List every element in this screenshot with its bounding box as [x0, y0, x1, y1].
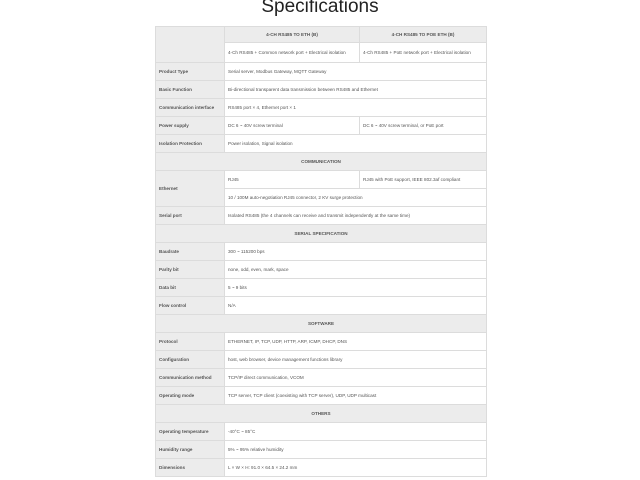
row-label: Communication interface — [156, 99, 225, 117]
table-row — [156, 135, 487, 153]
section-row — [156, 405, 487, 423]
header-blank-cell — [156, 27, 225, 63]
section-title-software: SOFTWARE — [156, 315, 487, 333]
table-row — [156, 99, 487, 117]
table-header-row — [156, 27, 487, 43]
row-value: 10 / 100M auto-negotiation RJ45 connector, 2 KV surge protection — [225, 189, 487, 207]
row-value-model-1: DC 6 ~ 40V screw terminal — [225, 117, 360, 135]
row-label: Serial port — [156, 207, 225, 225]
row-value: Power isolation, Signal isolation — [225, 135, 487, 153]
row-value: 5 ~ 9 bits — [225, 279, 487, 297]
row-value: Bi-directional transparent data transmission between RS485 and Ethernet — [225, 81, 487, 99]
section-row — [156, 153, 487, 171]
spec-table — [155, 26, 487, 477]
section-title-others: OTHERS — [156, 405, 487, 423]
row-label: Product Type — [156, 63, 225, 81]
table-row — [156, 81, 487, 99]
subheader-model-1: 4-Ch RS485 + Common network port + Electrical isolation — [225, 43, 360, 63]
table-row — [156, 297, 487, 315]
page-title: Specifications — [261, 0, 379, 17]
row-label: Communication method — [156, 369, 225, 387]
table-row — [156, 207, 487, 225]
table-row — [156, 459, 487, 477]
table-row — [156, 63, 487, 81]
row-value-model-2: DC 6 ~ 40V screw terminal, or PoE port — [360, 117, 487, 135]
row-label: Data bit — [156, 279, 225, 297]
row-value: TCP server, TCP client (coexisting with TCP server), UDP, UDP multicast — [225, 387, 487, 405]
header-model-1: 4-CH RS485 TO ETH (B) — [225, 27, 360, 43]
row-label: Parity bit — [156, 261, 225, 279]
row-value: 300 ~ 115200 bps — [225, 243, 487, 261]
row-value: 5% ~ 95% relative humidity — [225, 441, 487, 459]
table-row — [156, 279, 487, 297]
row-value: L × W × H: 91.0 × 64.5 × 24.2 mm — [225, 459, 487, 477]
table-row — [156, 387, 487, 405]
row-value: -40°C ~ 85°C — [225, 423, 487, 441]
table-row — [156, 333, 487, 351]
row-value: host, web browser, device management functions library — [225, 351, 487, 369]
table-row — [156, 423, 487, 441]
row-value: RS485 port × 4, Ethernet port × 1 — [225, 99, 487, 117]
table-row — [156, 261, 487, 279]
row-label: Operating mode — [156, 387, 225, 405]
row-label: Baudrate — [156, 243, 225, 261]
section-row — [156, 315, 487, 333]
row-value: none, odd, even, mark, space — [225, 261, 487, 279]
table-row — [156, 441, 487, 459]
header-model-2: 4-CH RS485 TO POE ETH (B) — [360, 27, 487, 43]
row-value: TCP/IP direct communication, VCOM — [225, 369, 487, 387]
table-row — [156, 351, 487, 369]
row-value: Isolated RS485 (the 4 channels can receive and transmit independently at the same time) — [225, 207, 487, 225]
row-label: Protocol — [156, 333, 225, 351]
table-row — [156, 243, 487, 261]
row-label: Isolation Protection — [156, 135, 225, 153]
row-value: Serial server, Modbus Gateway, MQTT Gateway — [225, 63, 487, 81]
section-title-communication: COMMUNICATION — [156, 153, 487, 171]
table-row — [156, 369, 487, 387]
section-row — [156, 225, 487, 243]
table-row — [156, 171, 487, 189]
table-row — [156, 117, 487, 135]
row-label: Flow control — [156, 297, 225, 315]
row-label: Configuration — [156, 351, 225, 369]
subheader-model-2: 4-Ch RS485 + PoE network port + Electrical isolation — [360, 43, 487, 63]
row-label: Operating temperature — [156, 423, 225, 441]
row-value: ETHERNET, IP, TCP, UDP, HTTP, ARP, ICMP, DHCP, DNS — [225, 333, 487, 351]
row-value-model-2: RJ45 with PoE support, IEEE 802.3af compliant — [360, 171, 487, 189]
row-label: Humidity range — [156, 441, 225, 459]
section-title-serial: SERIAL SPECIFICATION — [156, 225, 487, 243]
row-value-model-1: RJ45 — [225, 171, 360, 189]
row-label: Power supply — [156, 117, 225, 135]
row-value: N/A — [225, 297, 487, 315]
row-label: Dimensions — [156, 459, 225, 477]
row-label: Ethernet — [156, 171, 225, 207]
row-label: Basic Function — [156, 81, 225, 99]
